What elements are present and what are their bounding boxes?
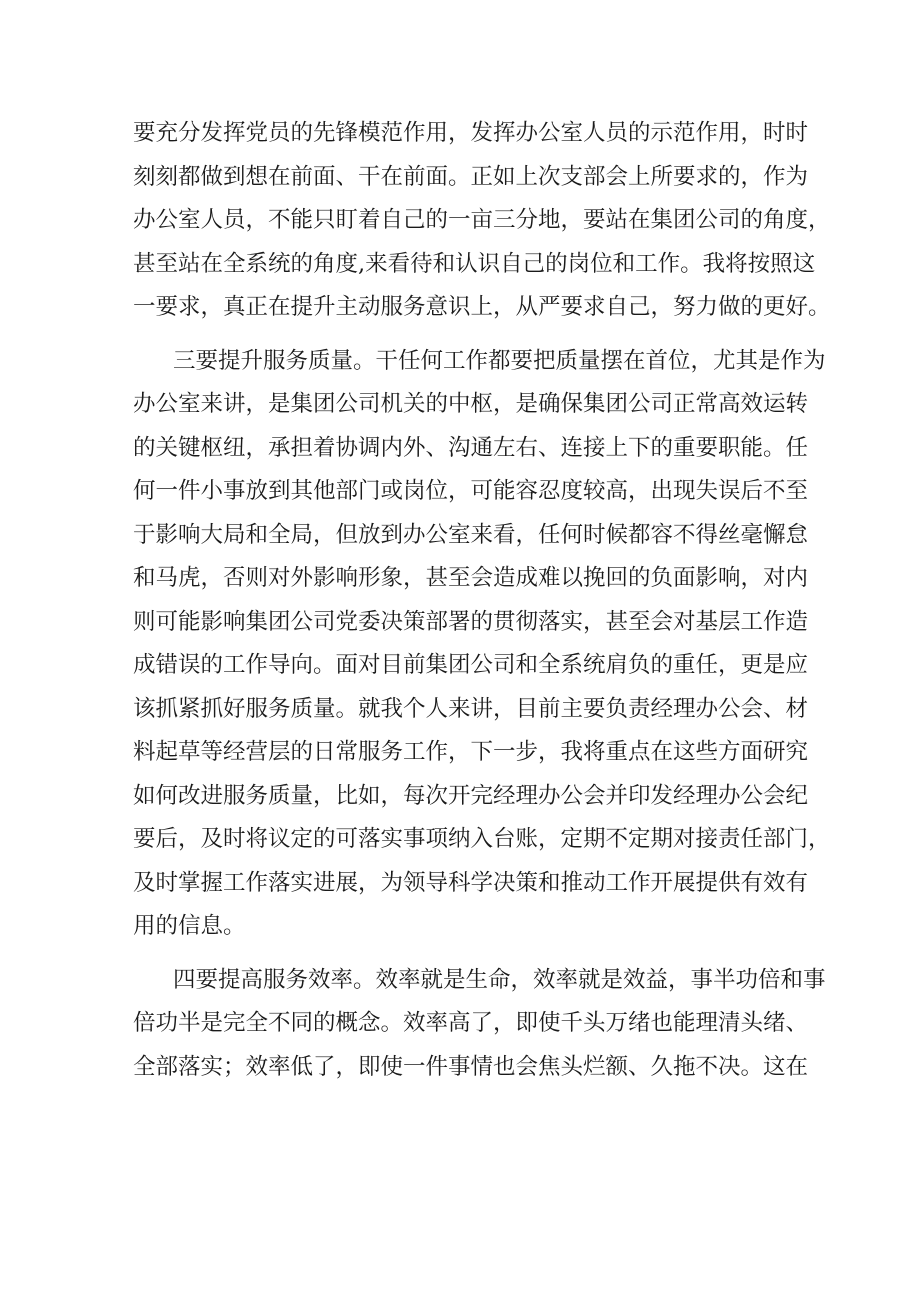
text-line: 何一件小事放到其他部门或岗位，可能容忍度较高，出现失误后不至 <box>133 478 809 504</box>
text-line: 该抓紧抓好服务质量。就我个人来讲，目前主要负责经理办公会、材 <box>133 695 809 722</box>
text-line: 于影响大局和全局，但放到办公室来看，任何时候都容不得丝毫懈怠 <box>133 521 809 548</box>
text-line: 刻刻都做到想在前面、干在前面。正如上次支部会上所要求的，作为 <box>133 163 809 190</box>
text-line: 三要提升服务质量。干任何工作都要把质量摆在首位，尤其是作为 <box>173 347 826 374</box>
text-line: 料起草等经营层的日常服务工作，下一步，我将重点在这些方面研究 <box>133 739 809 765</box>
paragraph-service-quality <box>133 340 831 949</box>
text-line: 和马虎，否则对外影响形象，甚至会造成难以挽回的负面影响，对内 <box>133 565 809 591</box>
text-line: 的关键枢纽，承担着协调内外、沟通左右、连接上下的重要职能。任 <box>133 434 809 461</box>
text-line: 一要求，真正在提升主动服务意识上，从严要求自己，努力做的更好。 <box>133 294 831 320</box>
paragraph-service-efficiency <box>133 959 826 1090</box>
text-line: 办公室人员，不能只盯着自己的一亩三分地，要站在集团公司的角度， <box>133 207 831 233</box>
text-line: 及时掌握工作落实进展，为领导科学决策和推动工作开展提供有效有 <box>133 869 809 896</box>
text-line: 全部落实；效率低了，即使一件事情也会焦头烂额、久拖不决。这在 <box>133 1053 809 1080</box>
text-line: 如何改进服务质量，比如，每次开完经理办公会并印发经理办公会纪 <box>133 782 809 809</box>
paragraph-continuation <box>133 112 831 330</box>
text-line: 办公室来讲，是集团公司机关的中枢，是确保集团公司正常高效运转 <box>133 391 809 417</box>
text-line: 甚至站在全系统的角度,来看待和认识自己的岗位和工作。我将按照这 <box>133 250 816 277</box>
text-line: 则可能影响集团公司党委决策部署的贯彻落实，甚至会对基层工作造 <box>133 608 809 635</box>
text-line: 四要提高服务效率。效率就是生命，效率就是效益，事半功倍和事 <box>173 966 826 993</box>
text-line: 倍功半是完全不同的概念。效率高了，即使千头万绪也能理清头绪、 <box>133 1010 809 1036</box>
text-line: 要后，及时将议定的可落实事项纳入台账，定期不定期对接责任部门， <box>133 826 831 852</box>
text-line: 用的信息。 <box>133 913 246 939</box>
document-body <box>133 112 831 1089</box>
paragraph-gap <box>133 330 793 340</box>
text-line: 成错误的工作导向。面对目前集团公司和全系统肩负的重任，更是应 <box>133 652 809 678</box>
text-line: 要充分发挥党员的先锋模范作用，发挥办公室人员的示范作用，时时 <box>133 120 809 146</box>
paragraph-gap <box>133 949 793 959</box>
